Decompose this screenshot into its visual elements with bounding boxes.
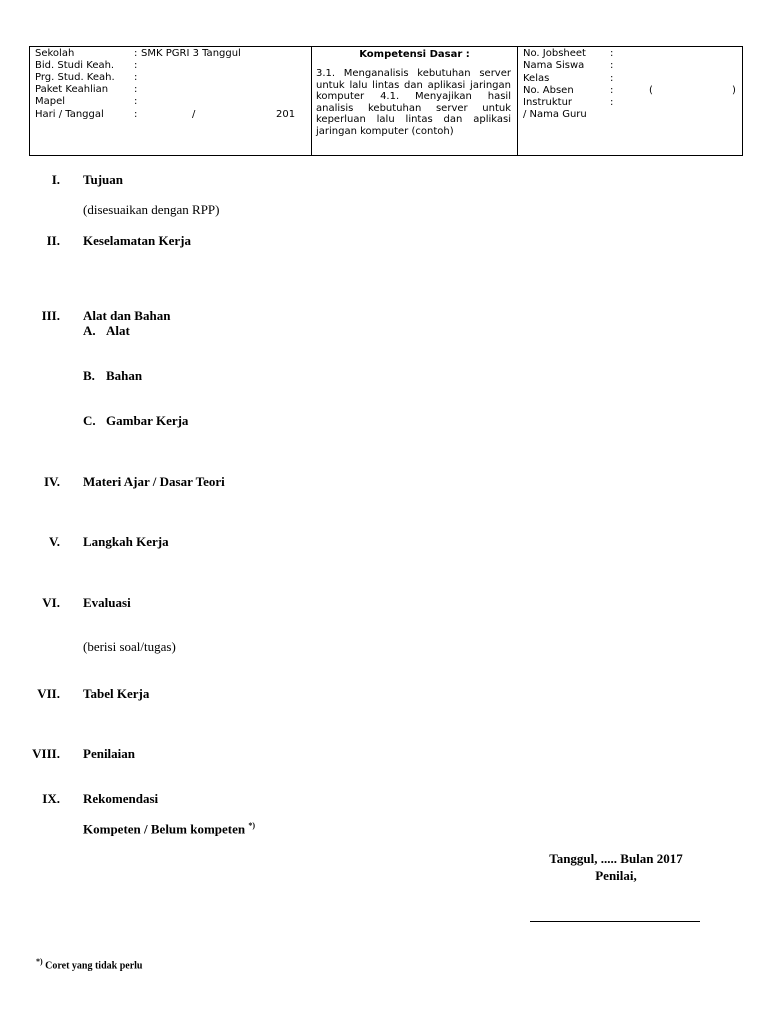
section-title-evaluasi: Evaluasi: [83, 595, 131, 610]
field-label: Nama Siswa: [523, 60, 585, 71]
section-number: IX.: [42, 791, 60, 806]
section-title-penilaian: Penilaian: [83, 746, 136, 761]
colon: :: [610, 73, 614, 84]
section-title-langkah: Langkah Kerja: [83, 534, 169, 549]
subsection-gambar-kerja: [83, 413, 188, 429]
field-label: Instruktur: [523, 97, 573, 108]
competency-title: Kompetensi Dasar :: [359, 49, 470, 60]
field-label: Hari / Tanggal: [35, 109, 104, 120]
absen-close-paren: ): [732, 85, 736, 96]
subsection-letter: A.: [83, 323, 96, 338]
subsection-label: Alat: [106, 323, 130, 338]
section-number: V.: [49, 534, 60, 549]
section-title-rekomendasi: Rekomendasi: [83, 791, 159, 806]
recommendation-choice: [83, 821, 255, 837]
section-number: VI.: [42, 595, 60, 610]
header-table: [29, 46, 743, 156]
year-value: 201: [276, 109, 296, 120]
competency-column: [312, 47, 518, 155]
signature-line: [530, 921, 700, 922]
section-title-tujuan: Tujuan: [83, 172, 123, 187]
identity-row: [30, 72, 311, 84]
colon: :: [134, 109, 138, 120]
student-row: [518, 48, 742, 60]
colon: :: [610, 97, 614, 108]
field-value: SMK PGRI 3 Tanggul: [141, 48, 241, 59]
colon: :: [610, 60, 614, 71]
subsection-bahan: [83, 368, 142, 384]
section-title-alat-bahan: Alat dan Bahan: [83, 308, 171, 323]
student-row: [518, 73, 742, 85]
subsection-letter: B.: [83, 368, 95, 383]
colon: :: [134, 72, 138, 83]
footnote-text: Coret yang tidak perlu: [45, 960, 143, 972]
asterisk-mark: *): [248, 821, 256, 830]
section-number: II.: [46, 233, 60, 248]
student-row: [518, 97, 742, 109]
identity-row: [30, 96, 311, 108]
student-row: [518, 85, 742, 97]
colon: :: [610, 48, 614, 59]
assessor-label: Penilai,: [595, 868, 637, 883]
section-number: III.: [41, 308, 60, 323]
section-title-keselamatan: Keselamatan Kerja: [83, 233, 191, 248]
asterisk-mark: *): [36, 957, 43, 966]
subsection-label: Bahan: [106, 368, 143, 383]
field-label: Sekolah: [35, 48, 75, 59]
section-note: (disesuaikan dengan RPP): [83, 202, 220, 217]
student-column: [518, 47, 742, 155]
identity-column: [30, 47, 312, 155]
identity-row: [30, 60, 311, 72]
identity-row: [30, 84, 311, 96]
field-label: No. Absen: [523, 85, 574, 96]
date-separator: /: [192, 109, 196, 120]
field-label: Prg. Stud. Keah.: [35, 72, 115, 83]
colon: :: [134, 48, 138, 59]
colon: :: [610, 85, 614, 96]
field-label: Paket Keahlian: [35, 84, 109, 95]
recommendation-text: Kompeten / Belum kompeten: [83, 821, 246, 837]
student-row: [518, 60, 742, 72]
section-number: VII.: [37, 686, 60, 701]
subsection-letter: C.: [83, 413, 96, 428]
place-date: Tanggul, ..... Bulan 2017: [549, 851, 683, 866]
absen-open-paren: (: [649, 85, 653, 96]
identity-row: [30, 48, 311, 60]
footnote: [36, 957, 143, 971]
section-title-materi: Materi Ajar / Dasar Teori: [83, 474, 225, 489]
section-number: I.: [51, 172, 60, 187]
identity-row: [30, 109, 311, 121]
section-note: (berisi soal/tugas): [83, 639, 176, 654]
section-number: VIII.: [32, 746, 60, 761]
competency-text: 3.1. Menganalisis kebutuhan server untuk lalu lintas dan aplikasi jaringan komputer 4.1. Menyajikan hasil analisis kebutuhan server untuk keperluan lalu lintas dan aplikasi jaringan komputer (contoh): [316, 68, 511, 137]
subsection-label: Gambar Kerja: [106, 413, 189, 428]
field-label: Kelas: [523, 73, 550, 84]
student-row: [518, 109, 742, 121]
field-label: No. Jobsheet: [523, 48, 586, 59]
section-title-tabel: Tabel Kerja: [83, 686, 150, 701]
subsection-alat: [83, 323, 130, 339]
field-label: Bid. Studi Keah.: [35, 60, 115, 71]
field-label: / Nama Guru: [523, 109, 587, 120]
section-number: IV.: [43, 474, 60, 489]
field-label: Mapel: [35, 96, 66, 107]
colon: :: [134, 60, 138, 71]
colon: :: [134, 84, 138, 95]
colon: :: [134, 96, 138, 107]
